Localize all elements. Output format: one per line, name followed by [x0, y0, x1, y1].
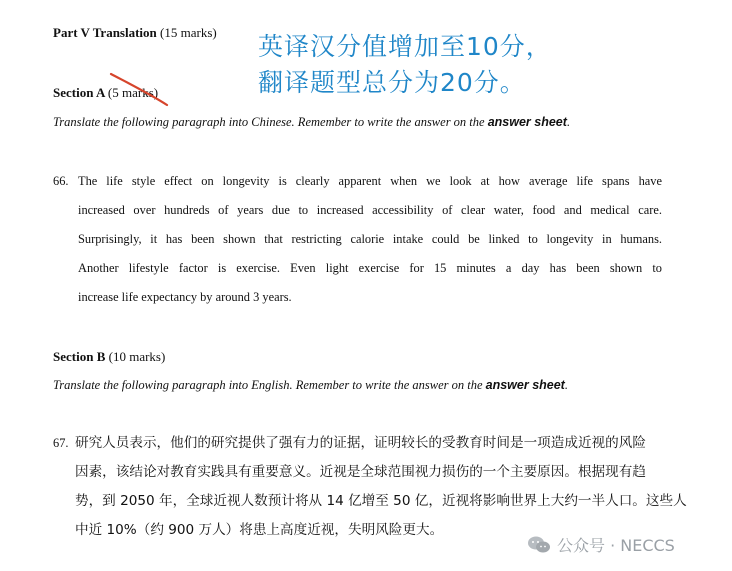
wechat-icon	[527, 535, 551, 555]
q66-line: increased over hundreds of years due to increased accessibility of clear water, food and medical care.	[78, 203, 662, 217]
section-a-marks: (5 marks)	[107, 85, 159, 100]
q66-line: Another lifestyle factor is exercise. Even light exercise for 15 minutes a day has been shown to	[78, 261, 662, 275]
q67-line: 研究人员表示，他们的研究提供了强有力的证据，证明较长的受教育时间是一项造成近视的风险	[75, 435, 646, 451]
strike-mark	[105, 70, 175, 110]
part-title: Part V Translation	[53, 25, 157, 40]
section-b-heading	[53, 349, 165, 365]
section-b-instruction	[53, 378, 568, 393]
answer-sheet-label: answer sheet	[487, 115, 567, 129]
watermark-text: 公众号 · NECCS	[557, 536, 675, 555]
instruction-text: Translate the following paragraph into Chinese. Remember to write the answer on the	[53, 115, 485, 129]
q67-number: 67.	[53, 436, 69, 450]
section-b-title: Section B	[53, 349, 106, 364]
watermark	[527, 533, 675, 556]
q67-line: 因素，该结论对教育实践具有重要意义。近视是全球范围视力损伤的一个主要原因。根据现有趋	[75, 464, 646, 480]
instruction-text: Translate the following paragraph into English. Remember to write the answer on the	[53, 378, 483, 392]
q66-line: The life style effect on longevity is clearly apparent when we look at how average life spans have	[78, 174, 662, 188]
q67-paragraph	[75, 429, 687, 545]
answer-sheet-label: answer sheet	[485, 378, 565, 392]
section-a-instruction	[53, 115, 570, 130]
q67-line: 中近 10%（约 900 万人）将患上高度近视，失明风险更大。	[75, 522, 444, 538]
q66-number: 66.	[53, 174, 69, 188]
q66-line: Surprisingly, it has been shown that restricting calorie intake could be linked to longevity in humans.	[78, 232, 662, 246]
part-marks: (15 marks)	[160, 25, 217, 40]
q66-paragraph	[78, 167, 662, 312]
instruction-period: .	[566, 115, 571, 129]
section-b-marks: (10 marks)	[108, 349, 166, 364]
q66-line: increase life expectancy by around 3 years.	[78, 290, 292, 304]
q67-line: 势，到 2050 年，全球近视人数预计将从 14 亿增至 50 亿，近视将影响世界上大约一半人口。这些人	[75, 493, 687, 509]
instruction-period: .	[564, 378, 568, 392]
section-a-title: Section A	[53, 85, 105, 100]
annotation-line-2: 翻译题型总分为20分。	[258, 68, 526, 97]
score-annotation	[258, 29, 552, 101]
part-heading	[53, 25, 217, 41]
annotation-line-1: 英译汉分值增加至10分，	[258, 32, 552, 61]
